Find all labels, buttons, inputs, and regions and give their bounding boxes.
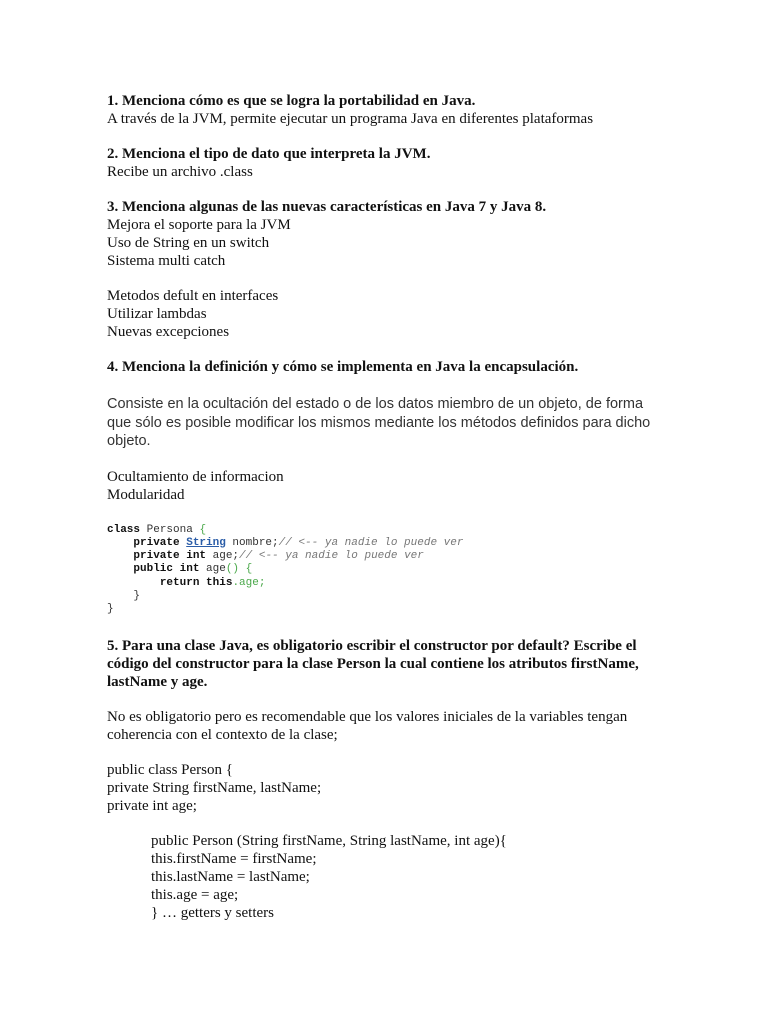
- code-line: }: [133, 589, 141, 602]
- code-line: private String nombre;// <-- ya nadie lo puede ver: [133, 536, 464, 549]
- question-3-title: 3. Menciona algunas de las nuevas características en Java 7 y Java 8.: [107, 199, 547, 215]
- code-line: class Persona {: [107, 523, 207, 536]
- code-line: }: [107, 603, 114, 616]
- code-line: public int age() {: [133, 563, 253, 576]
- java8-feature: Metodos defult en interfaces: [107, 288, 279, 304]
- class-line: public class Person {: [107, 761, 233, 778]
- question-4-title: 4. Menciona la definición y cómo se implementa en Java la encapsulación.: [107, 359, 579, 375]
- question-1-answer: A través de la JVM, permite ejecutar un programa Java en diferentes plataformas: [107, 111, 594, 127]
- java7-feature: Sistema multi catch: [107, 253, 226, 269]
- encapsulation-definition: Consiste en la ocultación del estado o de los datos miembro de un objeto, de forma que sólo es posible modificar los mismos mediante los métodos definidos para dicho objeto.: [107, 396, 651, 449]
- question-5-answer: No es obligatorio pero es recomendable que los valores iniciales de la variables tengan coherencia con el contexto de la clase;: [107, 708, 628, 743]
- question-2-title: 2. Menciona el tipo de dato que interpreta la JVM.: [107, 146, 431, 162]
- constructor-line: } … getters y setters: [151, 904, 275, 921]
- java8-feature: Nuevas excepciones: [107, 324, 230, 340]
- class-line: private int age;: [107, 797, 197, 814]
- constructor-line: this.lastName = lastName;: [151, 868, 310, 885]
- code-line: private int age;// <-- ya nadie lo puede ver: [133, 550, 424, 563]
- code-snippet: [107, 524, 667, 617]
- encapsulation-point: Ocultamiento de informacion: [107, 468, 284, 485]
- java7-feature: Uso de String en un switch: [107, 235, 270, 251]
- java7-feature: Mejora el soporte para la JVM: [107, 217, 291, 233]
- constructor-line: public Person (String firstName, String lastName, int age){: [151, 832, 507, 849]
- document-page: [107, 92, 667, 922]
- code-line: return this.age;: [159, 576, 266, 589]
- constructor-line: this.firstName = firstName;: [151, 850, 317, 867]
- encapsulation-point: Modularidad: [107, 486, 185, 503]
- java8-feature: Utilizar lambdas: [107, 306, 207, 322]
- class-line: private String firstName, lastName;: [107, 779, 322, 796]
- question-5-title: 5. Para una clase Java, es obligatorio escribir el constructor por default? Escribe el código del constructor para la clase Person la cual contiene los atributos firstName, lastName y age.: [107, 637, 639, 690]
- question-1-title: 1. Menciona cómo es que se logra la portabilidad en Java.: [107, 93, 476, 109]
- constructor-line: this.age = age;: [151, 886, 239, 903]
- question-2-answer: Recibe un archivo .class: [107, 164, 253, 180]
